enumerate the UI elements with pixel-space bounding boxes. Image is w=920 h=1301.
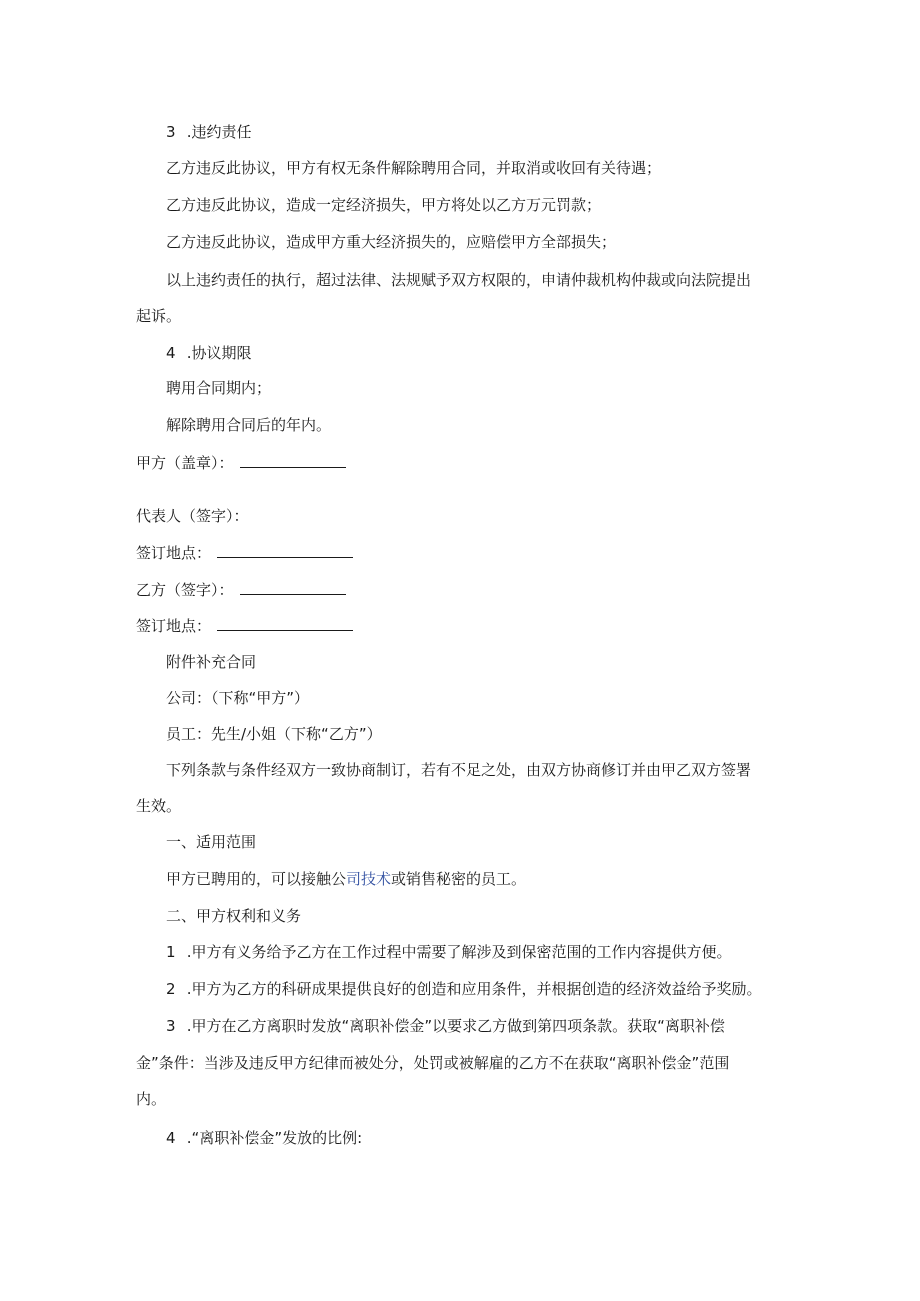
appendix-company: 公司：（下称“甲方”） bbox=[166, 689, 310, 707]
party-a-seal-label: 甲方（盖章）： bbox=[136, 454, 234, 472]
scope-heading: 一、适用范围 bbox=[166, 833, 257, 851]
sign-place-field[interactable] bbox=[217, 542, 353, 558]
party-b-sign-row bbox=[136, 579, 346, 600]
clause-line: 乙方违反此协议，甲方有权无条件解除聘用合同，并取消或收回有关待遇； bbox=[166, 159, 662, 177]
section-4-heading bbox=[166, 343, 252, 363]
rights-heading: 二、甲方权利和义务 bbox=[166, 907, 302, 925]
item-text: .甲方在乙方离职时发放“离职补偿金”以要求乙方做到第四项条款。获取“离职补偿 bbox=[186, 1017, 725, 1035]
clause-line: 聘用合同期内； bbox=[166, 379, 272, 397]
sign-place-row bbox=[136, 615, 353, 636]
section-number: 4 bbox=[166, 344, 176, 362]
item-number: 4 bbox=[166, 1129, 176, 1147]
sign-place-label: 签订地点： bbox=[136, 617, 212, 635]
scope-text-part: 甲方已聘用的，可以接触公 bbox=[166, 870, 347, 888]
party-a-seal-field[interactable] bbox=[240, 452, 346, 468]
section-title: .违约责任 bbox=[186, 123, 252, 141]
representative-row bbox=[136, 506, 249, 526]
sign-place-row bbox=[136, 542, 353, 563]
clause-line: 乙方违反此协议，造成甲方重大经济损失的，应赔偿甲方全部损失； bbox=[166, 233, 617, 251]
section-3-heading bbox=[166, 122, 252, 142]
sign-place-field[interactable] bbox=[217, 615, 353, 631]
rights-item-continuation: 内。 bbox=[136, 1090, 167, 1108]
representative-label: 代表人（签字）： bbox=[136, 507, 249, 525]
scope-text bbox=[166, 869, 526, 889]
sign-place-label: 签订地点： bbox=[136, 544, 212, 562]
item-number: 2 bbox=[166, 980, 176, 998]
appendix-intro-line: 生效。 bbox=[136, 797, 182, 815]
item-text: .“离职补偿金”发放的比例: bbox=[186, 1129, 363, 1147]
clause-line: 乙方违反此协议，造成一定经济损失，甲方将处以乙方万元罚款； bbox=[166, 196, 602, 214]
clause-line: 解除聘用合同后的年内。 bbox=[166, 416, 332, 434]
section-number: 3 bbox=[166, 123, 176, 141]
rights-item bbox=[166, 1128, 362, 1148]
section-title: .协议期限 bbox=[186, 344, 252, 362]
rights-item bbox=[166, 1016, 725, 1036]
party-b-sign-label: 乙方（签字）： bbox=[136, 581, 234, 599]
rights-item bbox=[166, 942, 732, 962]
item-text: .甲方为乙方的科研成果提供良好的创造和应用条件，并根据创造的经济效益给予奖励。 bbox=[186, 980, 762, 998]
scope-text-part: 或销售秘密的员工。 bbox=[391, 870, 527, 888]
appendix-employee: 员工：先生/小姐（下称“乙方”） bbox=[166, 725, 382, 743]
party-b-sign-field[interactable] bbox=[240, 579, 346, 595]
company-tech-link[interactable]: 司技术 bbox=[346, 870, 392, 888]
item-number: 3 bbox=[166, 1017, 176, 1035]
item-number: 1 bbox=[166, 943, 176, 961]
clause-paragraph-line: 起诉。 bbox=[136, 307, 182, 325]
appendix-title: 附件补充合同 bbox=[166, 653, 257, 671]
appendix-intro-line: 下列条款与条件经双方一致协商制订，若有不足之处，由双方协商修订并由甲乙双方签署 bbox=[166, 761, 752, 779]
rights-item-continuation: 金”条件：当涉及违反甲方纪律而被处分，处罚或被解雇的乙方不在获取“离职补偿金”范围 bbox=[136, 1054, 730, 1072]
party-a-seal-row bbox=[136, 452, 346, 473]
item-text: .甲方有义务给予乙方在工作过程中需要了解涉及到保密范围的工作内容提供方便。 bbox=[186, 943, 732, 961]
clause-paragraph-line: 以上违约责任的执行，超过法律、法规赋予双方权限的，申请仲裁机构仲裁或向法院提出 bbox=[166, 271, 752, 289]
rights-item bbox=[166, 979, 762, 999]
